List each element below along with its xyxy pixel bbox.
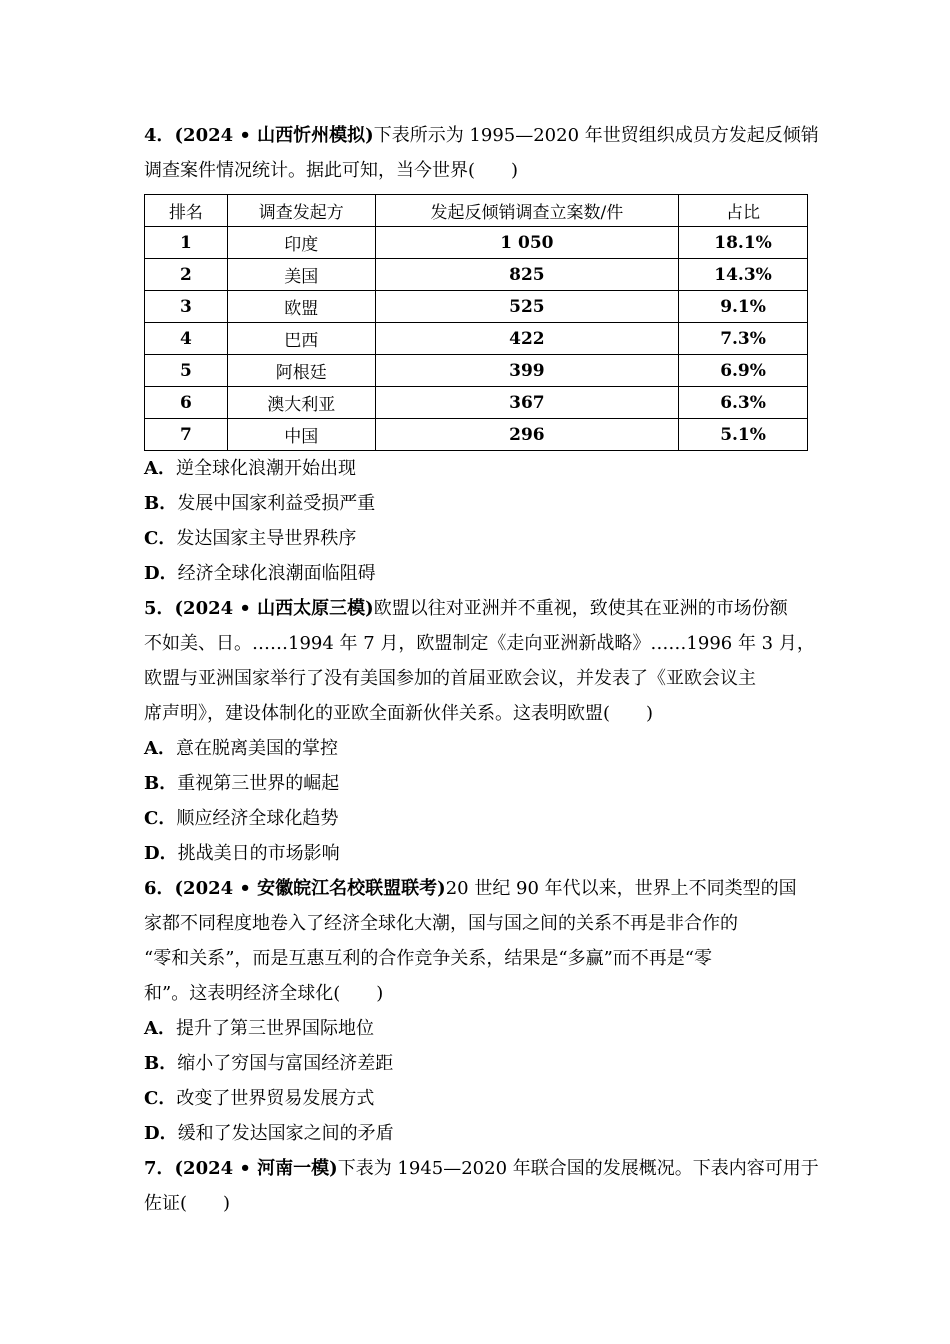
table-cell-initiator: 巴西 <box>227 323 375 355</box>
table-cell-initiator: 美国 <box>227 259 375 291</box>
table-cell-cases: 422 <box>375 323 678 355</box>
table-cell-initiator: 中国 <box>227 419 375 451</box>
question-stem-text: 20 世纪 90 年代以来，世界上不同类型的国 <box>445 878 797 899</box>
table-cell-share: 14.3% <box>679 259 808 291</box>
option-a[interactable] <box>144 731 809 766</box>
table-cell-rank: 5 <box>145 355 228 387</box>
table-cell-cases: 399 <box>375 355 678 387</box>
table-cell-rank: 7 <box>145 419 228 451</box>
option-text: 缓和了发达国家之间的矛盾 <box>177 1123 394 1144</box>
option-letter: B． <box>144 1053 178 1074</box>
option-b[interactable] <box>144 1046 809 1081</box>
option-letter: B． <box>144 773 178 794</box>
option-c[interactable] <box>144 521 809 556</box>
table-row <box>145 355 808 387</box>
question-5-stem-line-2: 不如美、日。……1994 年 7 月，欧盟制定《走向亚洲新战略》……1996 年 3 月， <box>144 633 815 654</box>
question-number: 4． <box>144 125 175 146</box>
option-a[interactable] <box>144 1011 809 1046</box>
table-cell-rank: 1 <box>145 227 228 259</box>
option-letter: B． <box>144 493 178 514</box>
option-text: 逆全球化浪潮开始出现 <box>175 458 356 479</box>
question-source: (2024 • 山西太原三模) <box>174 598 374 619</box>
option-c[interactable] <box>144 801 809 836</box>
option-letter: D． <box>144 843 178 864</box>
table-cell-initiator: 阿根廷 <box>227 355 375 387</box>
table-cell-share: 6.9% <box>679 355 808 387</box>
option-d[interactable] <box>144 556 809 591</box>
table-header-cell: 占比 <box>679 195 808 227</box>
question-6-stem-line-3: “零和关系”，而是互惠互利的合作竞争关系，结果是“多赢”而不再是“零 <box>144 948 713 969</box>
question-number: 5． <box>144 598 175 619</box>
question-7-stem-line-1 <box>144 1151 819 1186</box>
question-7-stem-line-2: 佐证( ) <box>144 1193 231 1214</box>
option-b[interactable] <box>144 766 809 801</box>
question-5 <box>144 591 815 871</box>
question-6 <box>144 871 809 1151</box>
question-4-stem-line-1 <box>144 118 819 153</box>
table-header-cell: 调查发起方 <box>227 195 375 227</box>
table-cell-initiator: 欧盟 <box>227 291 375 323</box>
table-cell-rank: 4 <box>145 323 228 355</box>
option-letter: C． <box>144 808 177 829</box>
question-5-stem-line-4: 席声明》，建设体制化的亚欧全面新伙伴关系。这表明欧盟( ) <box>144 703 654 724</box>
table-row <box>145 323 808 355</box>
question-source: (2024 • 安徽皖江名校联盟联考) <box>174 878 446 899</box>
question-number: 7． <box>144 1158 175 1179</box>
table-cell-share: 6.3% <box>679 387 808 419</box>
option-text: 发达国家主导世界秩序 <box>176 528 357 549</box>
question-source: (2024 • 山西忻州模拟) <box>174 125 374 146</box>
option-text: 重视第三世界的崛起 <box>177 773 340 794</box>
table-header-cell: 排名 <box>145 195 228 227</box>
question-stem-text: 欧盟以往对亚洲并不重视，致使其在亚洲的市场份额 <box>373 598 788 619</box>
option-c[interactable] <box>144 1081 809 1116</box>
option-text: 改变了世界贸易发展方式 <box>176 1088 375 1109</box>
option-d[interactable] <box>144 1116 809 1151</box>
option-letter: C． <box>144 1088 177 1109</box>
table-row <box>145 259 808 291</box>
table-cell-cases: 825 <box>375 259 678 291</box>
table-header-row <box>145 195 808 227</box>
table-cell-share: 18.1% <box>679 227 808 259</box>
option-a[interactable] <box>144 451 809 486</box>
question-5-stem-line-3: 欧盟与亚洲国家举行了没有美国参加的首届亚欧会议，并发表了《亚欧会议主 <box>144 668 756 689</box>
table-row <box>145 291 808 323</box>
option-text: 意在脱离美国的掌控 <box>175 738 338 759</box>
option-letter: A． <box>144 738 176 759</box>
option-letter: D． <box>144 1123 178 1144</box>
question-5-stem-line-1 <box>144 591 809 626</box>
table-cell-initiator: 印度 <box>227 227 375 259</box>
question-source: (2024 • 河南一模) <box>174 1158 338 1179</box>
table-cell-initiator: 澳大利亚 <box>227 387 375 419</box>
question-6-stem-line-2: 家都不同程度地卷入了经济全球化大潮，国与国之间的关系不再是非合作的 <box>144 913 738 934</box>
option-text: 发展中国家利益受损严重 <box>177 493 376 514</box>
option-letter: A． <box>144 458 176 479</box>
option-text: 提升了第三世界国际地位 <box>175 1018 374 1039</box>
table-cell-cases: 296 <box>375 419 678 451</box>
table-row <box>145 387 808 419</box>
anti-dumping-table <box>144 194 808 451</box>
table-cell-rank: 2 <box>145 259 228 291</box>
table-row <box>145 227 808 259</box>
table-cell-rank: 6 <box>145 387 228 419</box>
question-number: 6． <box>144 878 175 899</box>
option-text: 经济全球化浪潮面临阻碍 <box>177 563 376 584</box>
option-letter: A． <box>144 1018 176 1039</box>
table-cell-rank: 3 <box>145 291 228 323</box>
option-b[interactable] <box>144 486 809 521</box>
option-text: 挑战美日的市场影响 <box>177 843 340 864</box>
question-4 <box>144 118 819 591</box>
question-6-stem-line-1 <box>144 871 809 906</box>
option-letter: D． <box>144 563 178 584</box>
table-row <box>145 419 808 451</box>
table-cell-share: 9.1% <box>679 291 808 323</box>
table-header-cell: 发起反倾销调查立案数/件 <box>375 195 678 227</box>
option-letter: C． <box>144 528 177 549</box>
option-text: 缩小了穷国与富国经济差距 <box>177 1053 394 1074</box>
table-cell-share: 7.3% <box>679 323 808 355</box>
question-stem-text: 下表为 1945—2020 年联合国的发展概况。下表内容可用于 <box>337 1158 819 1179</box>
table-cell-cases: 1 050 <box>375 227 678 259</box>
option-d[interactable] <box>144 836 809 871</box>
table-cell-cases: 367 <box>375 387 678 419</box>
question-4-stem-line-2: 调查案件情况统计。据此可知，当今世界( ) <box>144 160 519 181</box>
option-text: 顺应经济全球化趋势 <box>176 808 339 829</box>
table-cell-share: 5.1% <box>679 419 808 451</box>
table-cell-cases: 525 <box>375 291 678 323</box>
question-stem-text: 下表所示为 1995—2020 年世贸组织成员方发起反倾销 <box>373 125 819 146</box>
question-7 <box>144 1151 819 1221</box>
question-6-stem-line-4: 和”。这表明经济全球化( ) <box>144 983 384 1004</box>
question-list <box>144 118 819 1221</box>
